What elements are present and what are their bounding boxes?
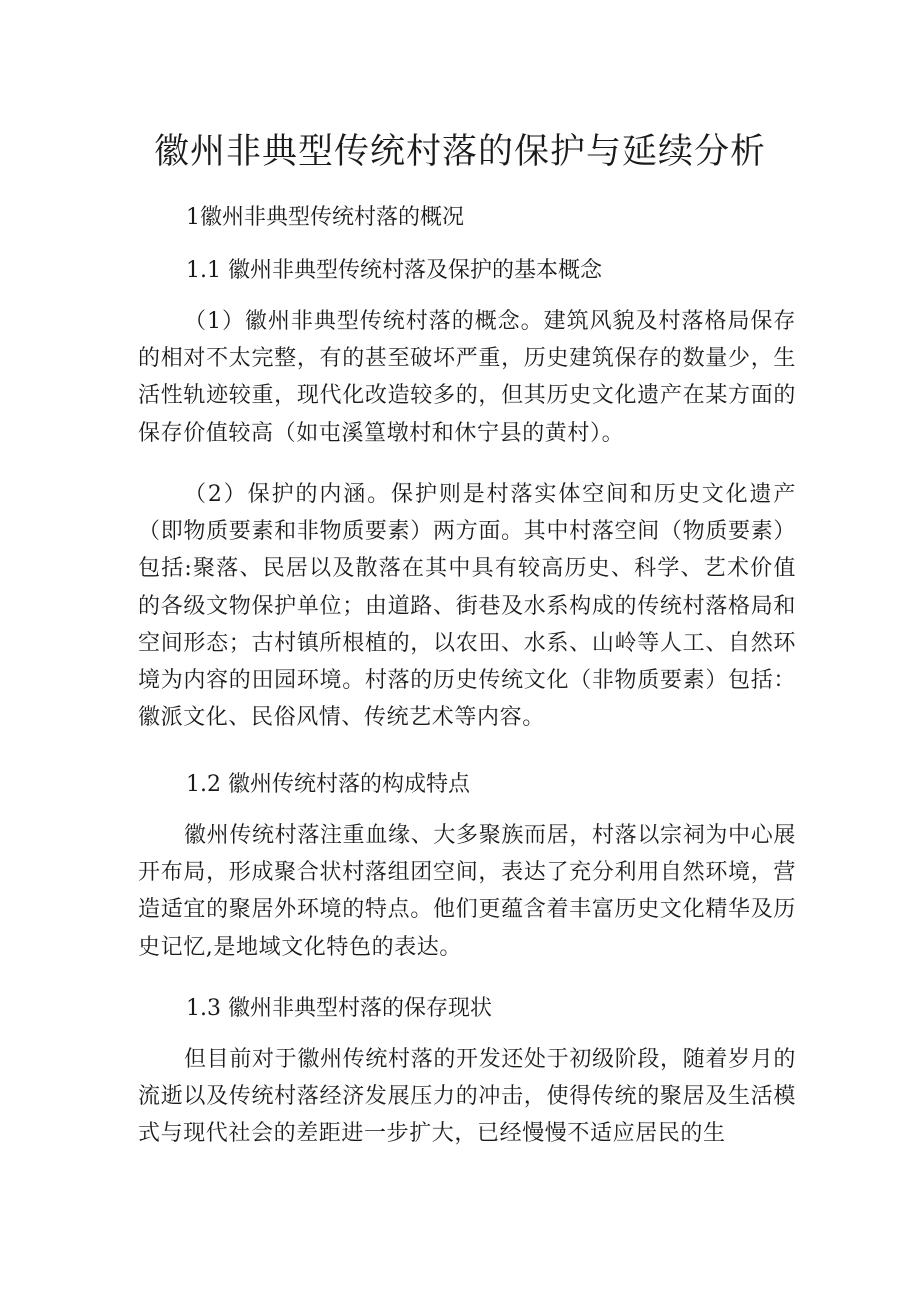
subsection-heading-1-1: 1.1 徽州非典型传统村落及保护的基本概念 [186,258,602,283]
section-heading-1: 1徽州非典型传统村落的概况 [186,205,464,230]
paragraph-protection: （2）保护的内涵。保护则是村落实体空间和历史文化遗产（即物质要素和非物质要素）两方面。其中村落空间（物质要素）包括:聚落、民居以及散落在其中具有较高历史、科学、艺术价值的各级文物保护单位；由道路、街巷及水系构成的传统村落格局和空间形态；古村镇所根植的，以农田、水系、山岭等人工、自然环境为内容的田园环境。村落的历史传统文化（非物质要素）包括：徽派文化、民俗风情、传统艺术等内容。 [138,482,796,731]
subsection-heading-1-3: 1.3 徽州非典型村落的保存现状 [186,996,492,1021]
subsection-heading-1-2: 1.2 徽州传统村落的构成特点 [186,772,470,797]
document-title: 徽州非典型传统村落的保护与延续分析 [153,132,766,172]
paragraph-status: 但目前对于徽州传统村落的开发还处于初级阶段，随着岁月的流逝以及传统村落经济发展压力的冲击，使得传统的聚居及生活模式与现代社会的差距进一步扩大，已经慢慢不适应居民的生 [138,1047,796,1147]
paragraph-features: 徽州传统村落注重血缘、大多聚族而居，村落以宗祠为中心展开布局，形成聚合状村落组团空间，表达了充分利用自然环境，营造适宜的聚居外环境的特点。他们更蕴含着丰富历史文化精华及历史记忆,是地域文化特色的表达。 [138,823,796,960]
paragraph-concept: （1）徽州非典型传统村落的概念。建筑风貌及村落格局保存的相对不太完整，有的甚至破坏严重，历史建筑保存的数量少，生活性轨迹较重，现代化改造较多的，但其历史文化遗产在某方面的保存价值较高（如屯溪篁墩村和休宁县的黄村）。 [138,309,796,446]
